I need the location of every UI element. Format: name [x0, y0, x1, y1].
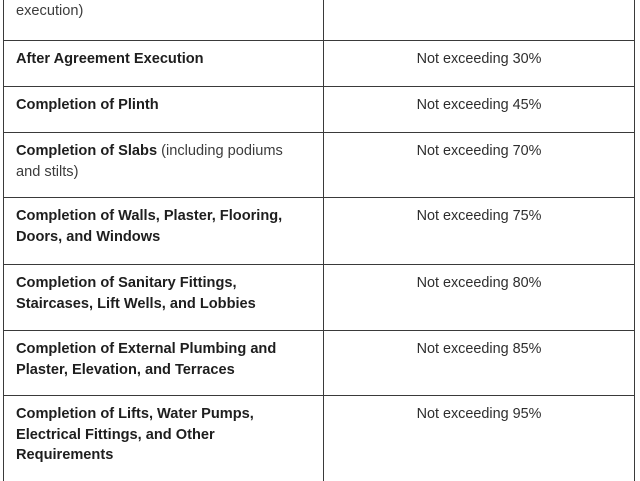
- table-row: [4, 133, 634, 198]
- amount-text: Not exceeding 95%: [416, 406, 542, 422]
- amount-text: Not exceeding 30%: [416, 51, 542, 67]
- stage-cell: [4, 87, 324, 132]
- amount-cell: [324, 133, 634, 197]
- stage-cell: [4, 41, 324, 86]
- table-row: [4, 41, 634, 87]
- payment-schedule-table: [3, 0, 635, 481]
- amount-cell: [324, 396, 634, 481]
- amount-cell: [324, 198, 634, 264]
- amount-text: Not exceeding 45%: [416, 97, 542, 113]
- table-row: [4, 265, 634, 331]
- table-row: [4, 0, 634, 41]
- stage-title: Completion of Lifts, Water Pumps, Electrical Fittings, and Other Requirements: [16, 406, 254, 463]
- stage-title: Completion of Sanitary Fittings, Staircases, Lift Wells, and Lobbies: [16, 275, 256, 312]
- amount-cell: [324, 41, 634, 86]
- stage-cell: [4, 0, 324, 40]
- amount-cell: [324, 331, 634, 395]
- stage-cell: [4, 198, 324, 264]
- amount-text: Not exceeding 75%: [416, 208, 542, 224]
- stage-title: After Agreement Execution: [16, 51, 204, 67]
- stage-cell: [4, 265, 324, 330]
- stage-cell: [4, 133, 324, 197]
- stage-title: Completion of Plinth: [16, 97, 159, 113]
- amount-text: Not exceeding 70%: [416, 143, 542, 159]
- amount-cell: [324, 87, 634, 132]
- amount-cell: [324, 265, 634, 330]
- stage-note: execution): [16, 3, 84, 19]
- amount-text: Not exceeding 80%: [416, 275, 542, 291]
- table-row: [4, 87, 634, 133]
- stage-title: Completion of Slabs: [16, 143, 158, 159]
- table-row: [4, 198, 634, 265]
- stage-note: (including podiums and stilts): [16, 143, 283, 180]
- stage-cell: [4, 396, 324, 481]
- table-row: [4, 396, 634, 481]
- stage-title: Completion of Walls, Plaster, Flooring, Doors, and Windows: [16, 208, 283, 245]
- amount-text: Not exceeding 85%: [416, 341, 542, 357]
- table-row: [4, 331, 634, 396]
- stage-cell: [4, 331, 324, 395]
- stage-title: Completion of External Plumbing and Plaster, Elevation, and Terraces: [16, 341, 277, 378]
